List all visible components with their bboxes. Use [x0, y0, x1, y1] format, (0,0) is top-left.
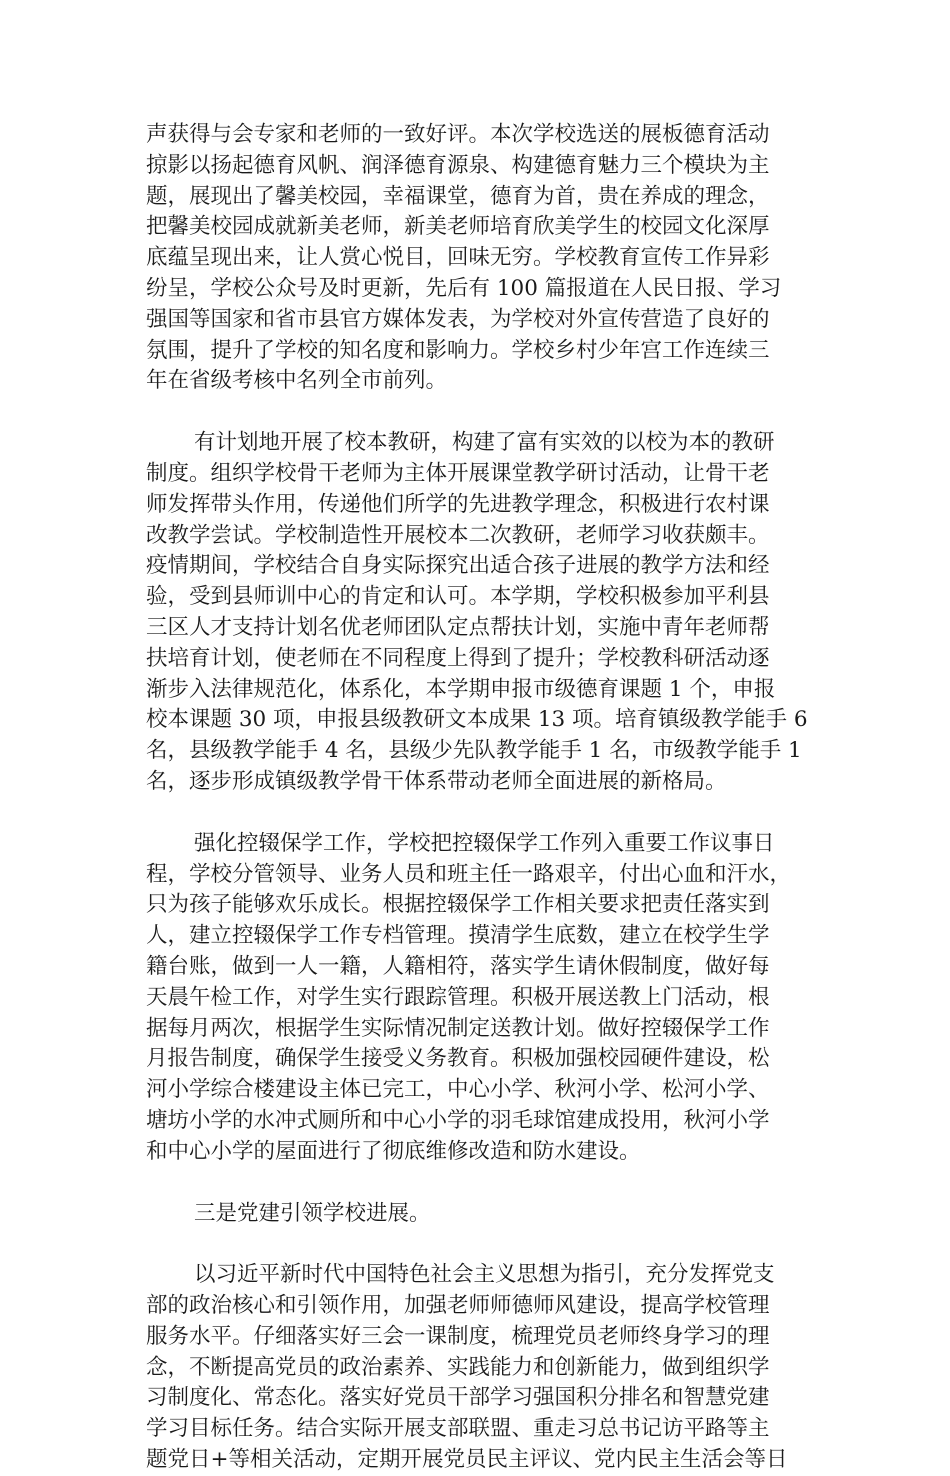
text-line: 名，逐步形成镇级教学骨干体系带动老师全面进展的新格局。	[146, 768, 727, 794]
text-line: 校本课题 30 项，申报县级教研文本成果 13 项。培育镇级教学能手 6	[146, 707, 808, 733]
text-line-indented: 强化控辍保学工作，学校把控辍保学工作列入重要工作议事日	[194, 830, 775, 856]
text-line: 念，不断提高党员的政治素养、实践能力和创新能力，做到组织学	[146, 1354, 770, 1380]
text-line: 验，受到县师训中心的肯定和认可。本学期，学校积极参加平利县	[146, 584, 770, 610]
text-line: 氛围，提升了学校的知名度和影响力。学校乡村少年宫工作连续三	[146, 337, 770, 363]
paragraph-party-building	[146, 1260, 810, 1476]
text-line: 题，展现出了馨美校园，幸福课堂，德育为首，贵在养成的理念，	[146, 183, 770, 209]
text-line: 和中心小学的屋面进行了彻底维修改造和防水建设。	[146, 1138, 641, 1164]
text-line: 部的政治核心和引领作用，加强老师师德师风建设，提高学校管理	[146, 1293, 770, 1319]
text-line: 人，建立控辍保学工作专档管理。摸清学生底数，建立在校学生学	[146, 923, 770, 949]
text-line: 习制度化、常态化。落实好党员干部学习强国积分排名和智慧党建	[146, 1385, 770, 1411]
text-line: 月报告制度，确保学生接受义务教育。积极加强校园硬件建设，松	[146, 1046, 770, 1072]
text-line: 把馨美校园成就新美老师，新美老师培育欣美学生的校园文化深厚	[146, 214, 770, 240]
text-line: 程，学校分管领导、业务人员和班主任一路艰辛，付出心血和汗水，	[146, 861, 792, 887]
document-page	[146, 120, 810, 1476]
section-heading: 三是党建引领学校进展。	[194, 1200, 431, 1226]
paragraph-school-research	[146, 428, 810, 798]
text-line: 改教学尝试。学校制造性开展校本二次教研，老师学习收获颇丰。	[146, 522, 770, 548]
paragraph-gap	[146, 397, 810, 428]
text-line: 只为孩子能够欢乐成长。根据控辍保学工作相关要求把责任落实到	[146, 892, 770, 918]
text-line: 制度。组织学校骨干老师为主体开展课堂教学研讨活动，让骨干老	[146, 460, 770, 486]
text-line: 底蕴呈现出来，让人赏心悦目，回味无穷。学校教育宣传工作异彩	[146, 245, 770, 271]
text-line: 纷呈，学校公众号及时更新，先后有 100 篇报道在人民日报、学习	[146, 275, 782, 301]
paragraph-gap	[146, 1229, 810, 1260]
text-line-indented: 以习近平新时代中国特色社会主义思想为指引，充分发挥党支	[194, 1262, 775, 1288]
text-line: 据每月两次，根据学生实际情况制定送教计划。做好控辍保学工作	[146, 1015, 770, 1041]
paragraph-gap	[146, 1168, 810, 1199]
text-line: 强国等国家和省市县官方媒体发表，为学校对外宣传营造了良好的	[146, 306, 770, 332]
text-line: 掠影以扬起德育风帆、润泽德育源泉、构建德育魅力三个模块为主	[146, 152, 770, 178]
text-line: 声获得与会专家和老师的一致好评。本次学校选送的展板德育活动	[146, 122, 770, 147]
text-line-indented: 有计划地开展了校本教研，构建了富有实效的以校为本的教研	[194, 430, 775, 456]
text-line: 服务水平。仔细落实好三会一课制度，梳理党员老师终身学习的理	[146, 1323, 770, 1349]
text-line: 名，县级教学能手 4 名，县级少先队教学能手 1 名，市级教学能手 1	[146, 738, 802, 764]
text-line: 籍台账，做到一人一籍，人籍相符，落实学生请休假制度，做好每	[146, 953, 770, 979]
text-line: 天晨午检工作，对学生实行跟踪管理。积极开展送教上门活动，根	[146, 984, 770, 1010]
section-heading-party-building	[146, 1199, 810, 1230]
paragraph-dropout-control	[146, 829, 810, 1168]
text-line: 题党日+等相关活动，定期开展党员民主评议、党内民主生活会等日	[146, 1447, 788, 1473]
text-line: 年在省级考核中名列全市前列。	[146, 368, 448, 394]
text-line: 扶培育计划，使老师在不同程度上得到了提升；学校教科研活动逐	[146, 645, 770, 671]
text-line: 河小学综合楼建设主体已完工，中心小学、秋河小学、松河小学、	[146, 1077, 770, 1103]
text-line: 师发挥带头作用，传递他们所学的先进教学理念，积极进行农村课	[146, 491, 770, 517]
text-line: 塘坊小学的水冲式厕所和中心小学的羽毛球馆建成投用，秋河小学	[146, 1107, 770, 1133]
text-line: 渐步入法律规范化，体系化，本学期申报市级德育课题 1 个，申报	[146, 676, 776, 702]
text-line: 三区人才支持计划名优老师团队定点帮扶计划，实施中青年老师帮	[146, 614, 770, 640]
text-line: 学习目标任务。结合实际开展支部联盟、重走习总书记访平路等主	[146, 1416, 770, 1442]
text-line: 疫情期间，学校结合自身实际探究出适合孩子进展的教学方法和经	[146, 553, 770, 579]
paragraph-moral-education-publicity	[146, 120, 810, 397]
paragraph-gap	[146, 798, 810, 829]
